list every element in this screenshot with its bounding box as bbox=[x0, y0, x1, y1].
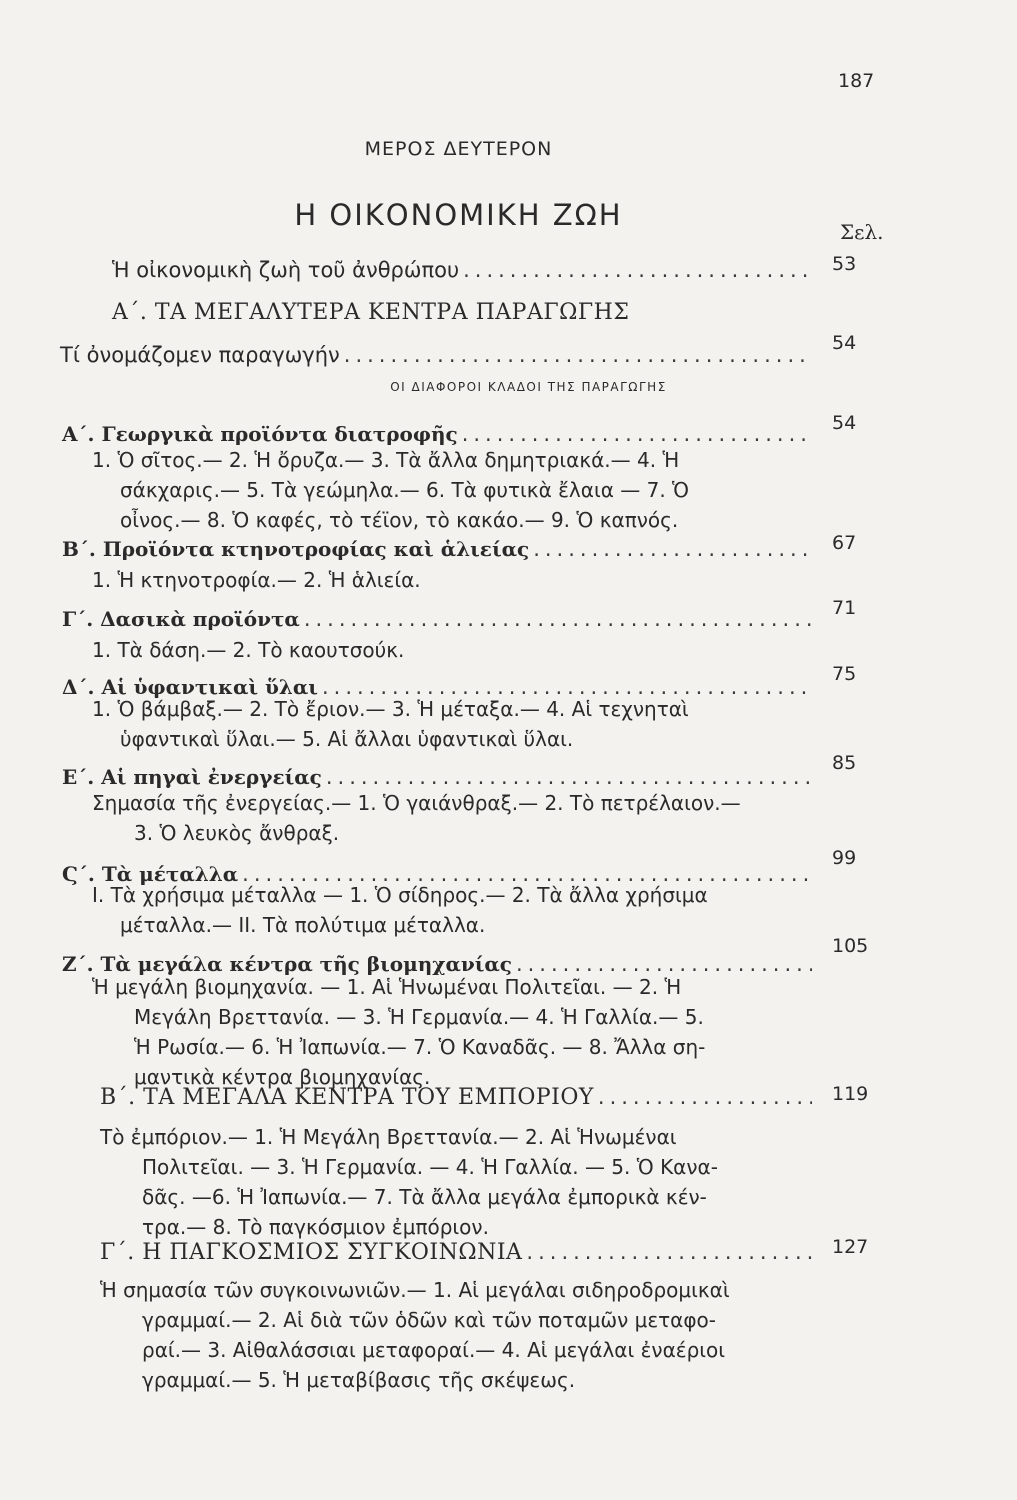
toc-entry-detail: 1. Ὁ βάμβαξ.— 2. Τὸ ἔριον.— 3. Ἡ μέταξα.— 4. Αἱ τεχνηταὶ ὑφαντικαὶ ὕλαι.— 5. Αἱ ἄλλαι ὑφαντικαὶ ὕλαι. bbox=[92, 697, 689, 751]
toc-entry-page: 54 bbox=[832, 332, 857, 354]
toc-entry-a: Α΄. Γεωργικὰ προϊόντα διατροφῆς ..... bbox=[62, 422, 812, 446]
main-title: Η ΟΙΚΟΝΟΜΙΚΗ ΖΩΗ bbox=[294, 198, 623, 232]
toc-entry-detail: Σημασία τῆς ἐνεργείας.— 1. Ὁ γαιάνθραξ.— 2. Τὸ πετρέλαιον.— 3. Ὁ λευκὸς ἄνθραξ. bbox=[92, 791, 741, 845]
section-b-title: Β΄. ΤΑ ΜΕΓΑΛΑ ΚΕΝΤΡΑ ΤΟΥ ΕΜΠΟΡΙΟΥ ..... bbox=[100, 1085, 812, 1110]
toc-entry-detail: 1. Ὁ σῖτος.— 2. Ἡ ὄρυζα.— 3. Τὰ ἄλλα δημητριακά.— 4. Ἡ σάκχαρις.— 5. Τὰ γεώμηλα.— 6. Τὰ φυτικὰ ἔλαια — 7. Ὁ οἶνος.— 8. Ὁ καφές, τὸ τέϊον, τὸ κακάο.— 9. Ὁ καπνός. bbox=[92, 448, 690, 532]
toc-entry-e: Ε΄. Αἱ πηγαὶ ἐνεργείας ..... bbox=[62, 765, 812, 789]
page-number: 187 bbox=[838, 70, 875, 92]
toc-entry-page: 99 bbox=[832, 847, 857, 869]
toc-entry-detail: Ι. Τὰ χρήσιμα μέταλλα — 1. Ὁ σίδηρος.— 2. Τὰ ἄλλα χρήσιμα μέταλλα.— ΙΙ. Τὰ πολύτιμα μέταλλα. bbox=[92, 883, 708, 937]
toc-entry-page: 71 bbox=[832, 597, 857, 619]
toc-entry-detail: 1. Τὰ δάση.— 2. Τὸ καουτσούκ. bbox=[92, 638, 405, 662]
toc-entry-g: Ζ΄. Τὰ μεγάλα κέντρα τῆς βιομηχανίας ..... bbox=[62, 952, 812, 976]
toc-entry-label: Ἡ οἰκονομικὴ ζωὴ τοῦ ἀνθρώπου bbox=[112, 258, 460, 282]
toc-entry-d: Δ΄. Αἱ ὑφαντικαὶ ὕλαι ..... bbox=[62, 675, 812, 699]
toc-entry-production bbox=[60, 343, 812, 367]
toc-entry-page: 127 bbox=[832, 1236, 869, 1258]
toc-entry-intro bbox=[112, 258, 812, 282]
toc-entry-page: 67 bbox=[832, 532, 857, 554]
section-a-title: Α΄. ΤΑ ΜΕΓΑΛΥΤΕΡΑ ΚΕΝΤΡΑ ΠΑΡΑΓΩΓΗΣ bbox=[112, 300, 630, 325]
toc-entry-page: 75 bbox=[832, 663, 857, 685]
toc-entry-page: 85 bbox=[832, 752, 857, 774]
subheading: ΟΙ ΔΙΑΦΟΡΟΙ ΚΛΑΔΟΙ ΤΗΣ ΠΑΡΑΓΩΓΗΣ bbox=[390, 380, 667, 394]
section-c-title: Γ΄. Η ΠΑΓΚΟΣΜΙΟΣ ΣΥΓΚΟΙΝΩΝΙΑ ..... bbox=[100, 1240, 812, 1265]
part-title: ΜΕΡΟΣ ΔΕΥΤΕΡΟΝ bbox=[364, 138, 553, 160]
toc-entry-f: Ϛ΄. Τὰ μέταλλα ..... bbox=[62, 862, 812, 886]
toc-entry-detail: Ἡ σημασία τῶν συγκοινωνιῶν.— 1. Αἱ μεγάλαι σιδηροδρομικαὶ γραμμαί.— 2. Αἱ διὰ τῶν ὁδῶν καὶ τῶν ποταμῶν μεταφο- ραί.— 3. Αἰθαλάσσιαι μεταφοραί.— 4. Αἱ μεγάλαι ἐναέριοι γραμμαί.— 5. Ἡ μεταβίβασις τῆς σκέψεως. bbox=[100, 1278, 730, 1392]
toc-entry-label: Τί ὀνομάζομεν παραγωγήν bbox=[60, 343, 340, 367]
page-column-label: Σελ. bbox=[840, 220, 884, 244]
toc-entry-detail: 1. Ἡ κτηνοτροφία.— 2. Ἡ ἁλιεία. bbox=[92, 568, 421, 592]
toc-entry-c: Γ΄. Δασικὰ προϊόντα ..... bbox=[62, 607, 812, 631]
toc-entry-page: 105 bbox=[832, 935, 869, 957]
toc-entry-page: 54 bbox=[832, 412, 857, 434]
toc-entry-detail: Τὸ ἐμπόριον.— 1. Ἡ Μεγάλη Βρεττανία.— 2. Αἱ Ἡνωμέναι Πολιτεῖαι. — 3. Ἡ Γερμανία. — 4. Ἡ Γαλλία. — 5. Ὁ Κανα- δᾶς. —6. Ἡ Ἰαπωνία.— 7. Τὰ ἄλλα μεγάλα ἐμπορικὰ κέν- τρα.— 8. Τὸ παγκόσμιον ἐμπόριον. bbox=[100, 1125, 718, 1239]
toc-entry-detail: Ἡ μεγάλη βιομηχανία. — 1. Αἱ Ἡνωμέναι Πολιτεῖαι. — 2. Ἡ Μεγάλη Βρεττανία. — 3. Ἡ Γερμανία.— 4. Ἡ Γαλλία.— 5. Ἡ Ρωσία.— 6. Ἡ Ἰαπωνία.— 7. Ὁ Καναδᾶς. — 8. Ἄλλα ση- μαντικὰ κέντρα βιομηχανίας. bbox=[92, 975, 706, 1089]
toc-entry-page: 119 bbox=[832, 1083, 869, 1105]
toc-entry-b: Β΄. Προϊόντα κτηνοτροφίας καὶ ἁλιείας ..... bbox=[62, 537, 812, 561]
toc-entry-page: 53 bbox=[832, 253, 857, 275]
